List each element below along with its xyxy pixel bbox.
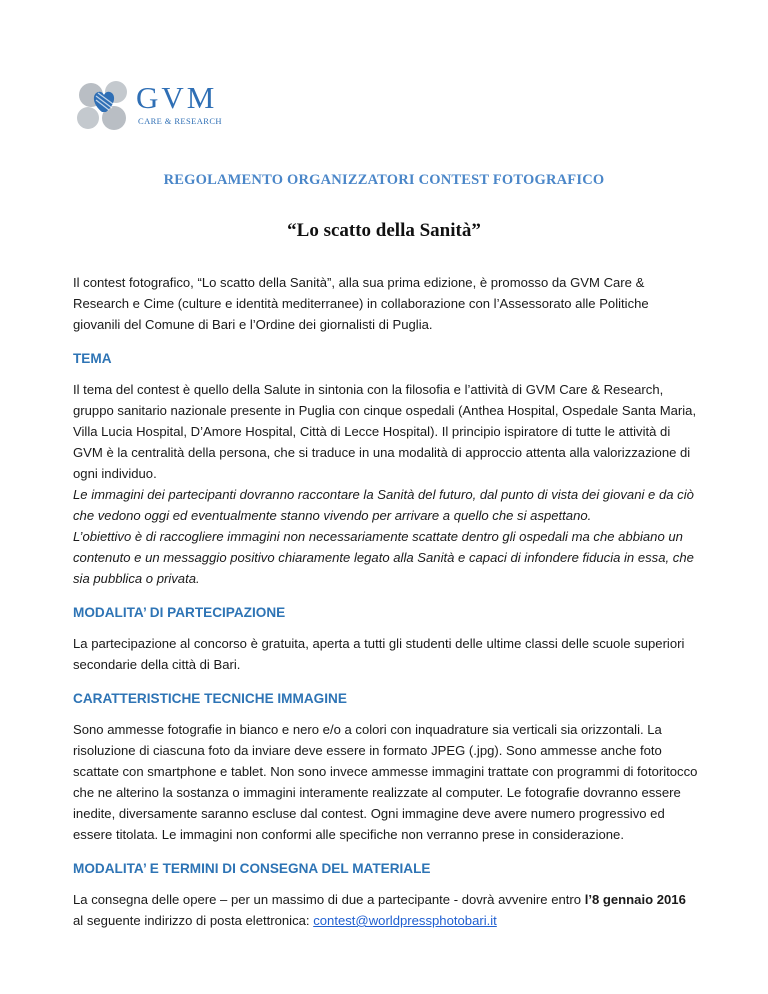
intro-paragraph: Il contest fotografico, “Lo scatto della Sanità”, alla sua prima edizione, è promosso da GVM Care & Research e Cime (culture e identità mediterranee) in collaborazione con l’Assessorato alle Politiche giovanili del Comune di Bari e l’Ordine dei giornalisti di Puglia. [73, 275, 649, 332]
consegna-paragraph [73, 889, 698, 931]
document-subtitle: “Lo scatto della Sanità” [287, 220, 481, 241]
clover-heart-icon [74, 78, 136, 136]
tema-italic-1: Le immagini dei partecipanti dovranno raccontare la Sanità del futuro, dal punto di vista dei giovani e da ciò che vedono oggi ed eventualmente stanno vivendo per arrivare a quello che si aspettano. [73, 487, 694, 523]
tema-italic-2: L’obiettivo è di raccogliere immagini non necessariamente scattate dentro gli ospedali ma che abbiano un contenuto e un messaggio positivo chiaramente legato alla Sanità e capaci di infondere fiducia in essa, che sia pubblica o privata. [73, 529, 694, 586]
document-body [73, 272, 698, 944]
logo-tagline: CARE & RESEARCH [138, 116, 222, 126]
section-heading-tema: TEMA [73, 351, 112, 366]
consegna-text-after: al seguente indirizzo di posta elettronica: [73, 913, 314, 928]
consegna-deadline: l’8 gennaio 2016 [584, 892, 686, 907]
partecipazione-paragraph: La partecipazione al concorso è gratuita, aperta a tutti gli studenti delle ultime classi delle scuole superiori secondarie della città di Bari. [73, 636, 685, 672]
section-heading-caratteristiche: CARATTERISTICHE TECNICHE IMMAGINE [73, 691, 347, 706]
section-heading-partecipazione: MODALITA’ DI PARTECIPAZIONE [73, 605, 286, 620]
document-title: REGOLAMENTO ORGANIZZATORI CONTEST FOTOGRAFICO [163, 172, 605, 188]
section-heading-consegna: MODALITA’ E TERMINI DI CONSEGNA DEL MATERIALE [73, 861, 431, 876]
tema-text: Il tema del contest è quello della Salute in sintonia con la filosofia e l’attività di GVM Care & Research, gruppo sanitario nazionale presente in Puglia con cinque ospedali (Anthea Hospital, Ospedale Santa Maria, Villa Lucia Hospital, D’Amore Hospital, Città di Lecce Hospital). Il principio ispiratore di tutte le attività di GVM è la centralità della persona, che si traduce in una modalità di approccio attenta alla valorizzazione di ogni individuo. [73, 382, 697, 481]
consegna-text-before: La consegna delle opere – per un massimo di due a partecipante - dovrà avvenire entro [73, 892, 585, 907]
logo-brand: GVM [136, 80, 218, 115]
tema-paragraph [73, 379, 698, 589]
contest-email-link[interactable]: contest@worldpressphotobari.it [313, 913, 497, 928]
caratteristiche-paragraph: Sono ammesse fotografie in bianco e nero e/o a colori con inquadrature sia verticali sia orizzontali. La risoluzione di ciascuna foto da inviare deve essere in formato JPEG (.jpg). Sono ammesse anche foto scattate con smartphone e tablet. Non sono invece ammesse immagini trattate con programmi di fotoritocco che ne alterino la sostanza o immagini interamente realizzate al computer. Le fotografie dovranno essere inedite, diversamente saranno escluse dal contest. Ogni immagine deve avere numero progressivo ed essere titolata. Le immagini non conformi alle specifiche non verranno prese in considerazione. [73, 722, 698, 842]
gvm-logo [74, 78, 234, 134]
